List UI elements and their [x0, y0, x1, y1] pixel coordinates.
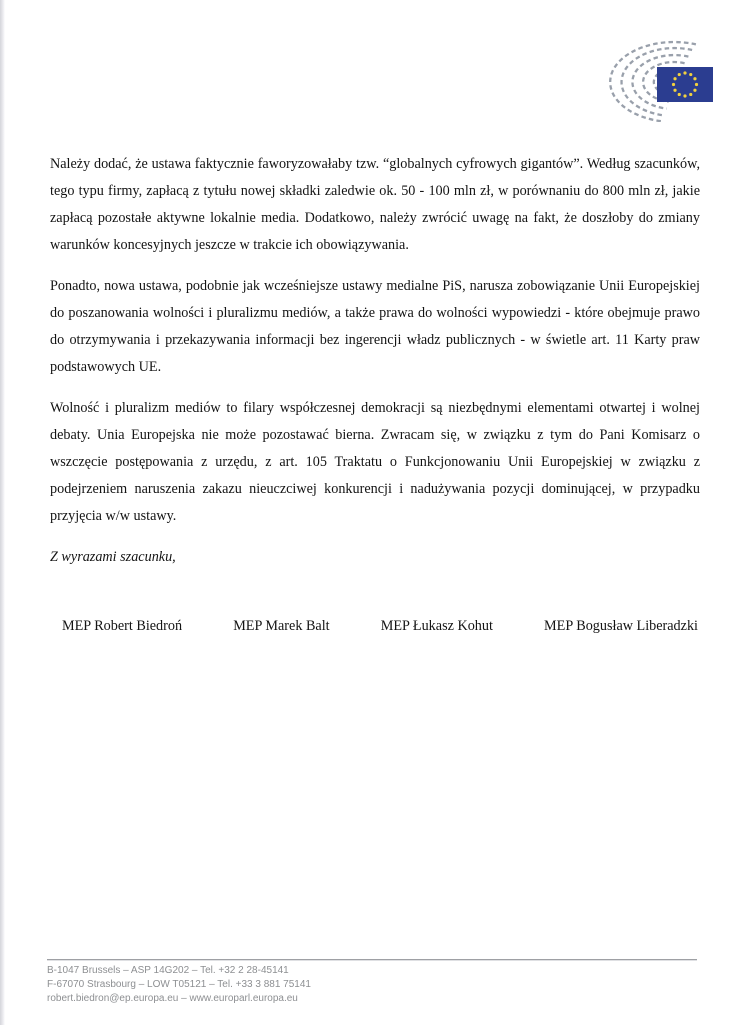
signatory-name: MEP Bogusław Liberadzki [544, 618, 698, 634]
letter-body [50, 151, 700, 640]
european-parliament-logo [600, 38, 715, 122]
european-parliament-logo-graphic [600, 38, 715, 122]
letter-paragraph: Ponadto, nowa ustawa, podobnie jak wcześniejsze ustawy medialne PiS, narusza zobowiązanie Unii Europejskiej do poszanowania wolności i pluralizmu mediów, a także prawa do wolności wypowiedzi - które obejmuje prawo do otrzymywania i przekazywania informacji bez ingerencji władz publicznych - w świetle art. 11 Karty praw podstawowych UE. [50, 278, 700, 375]
signatory-name: MEP Marek Balt [233, 618, 330, 634]
footer-address-strasbourg: F-67070 Strasbourg – LOW T05121 – Tel. +33 3 881 75141 [47, 978, 311, 990]
letter-paragraph: Wolność i pluralizm mediów to filary współczesnej demokracji są niezbędnymi elementami otwartej i wolnej debaty. Unia Europejska nie może pozostawać bierna. Zwracam się, w związku z tym do Pani Komisarz o wszczęcie postępowania z urzędu, z art. 105 Traktatu o Funkcjonowaniu Unii Europejskiej w związku z podejrzeniem naruszenia zakazu nieuczciwej konkurencji i nadużywania pozycji dominującej, w przypadku przyjęcia w/w ustawy. [50, 400, 700, 524]
letter-footer [47, 959, 697, 1005]
footer-contact: robert.biedron@ep.europa.eu – www.europarl.europa.eu [47, 992, 298, 1004]
signatory-name: MEP Robert Biedroń [62, 618, 183, 634]
closing-salutation: Z wyrazami szacunku, [50, 549, 176, 565]
signatories-row [50, 613, 700, 640]
footer-address-brussels: B-1047 Brussels – ASP 14G202 – Tel. +32 2 28-45141 [47, 965, 289, 976]
page-edge-shadow [0, 0, 5, 1025]
eu-flag-icon [657, 67, 713, 102]
footer-divider [47, 959, 697, 960]
signatory-name: MEP Łukasz Kohut [380, 618, 493, 634]
letter-paragraph: Należy dodać, że ustawa faktycznie faworyzowałaby tzw. “globalnych cyfrowych gigantów”. Według szacunków, tego typu firmy, zapłacą z tytułu nowej składki zaledwie ok. 50 - 100 mln zł, w porównaniu do 800 mln zł, jakie zapłacą pozostałe aktywne lokalnie media. Dodatkowo, należy zwrócić uwagę na fakt, że doszłoby do zmiany warunków koncesyjnych jeszcze w trakcie ich obowiązywania. [50, 156, 700, 253]
